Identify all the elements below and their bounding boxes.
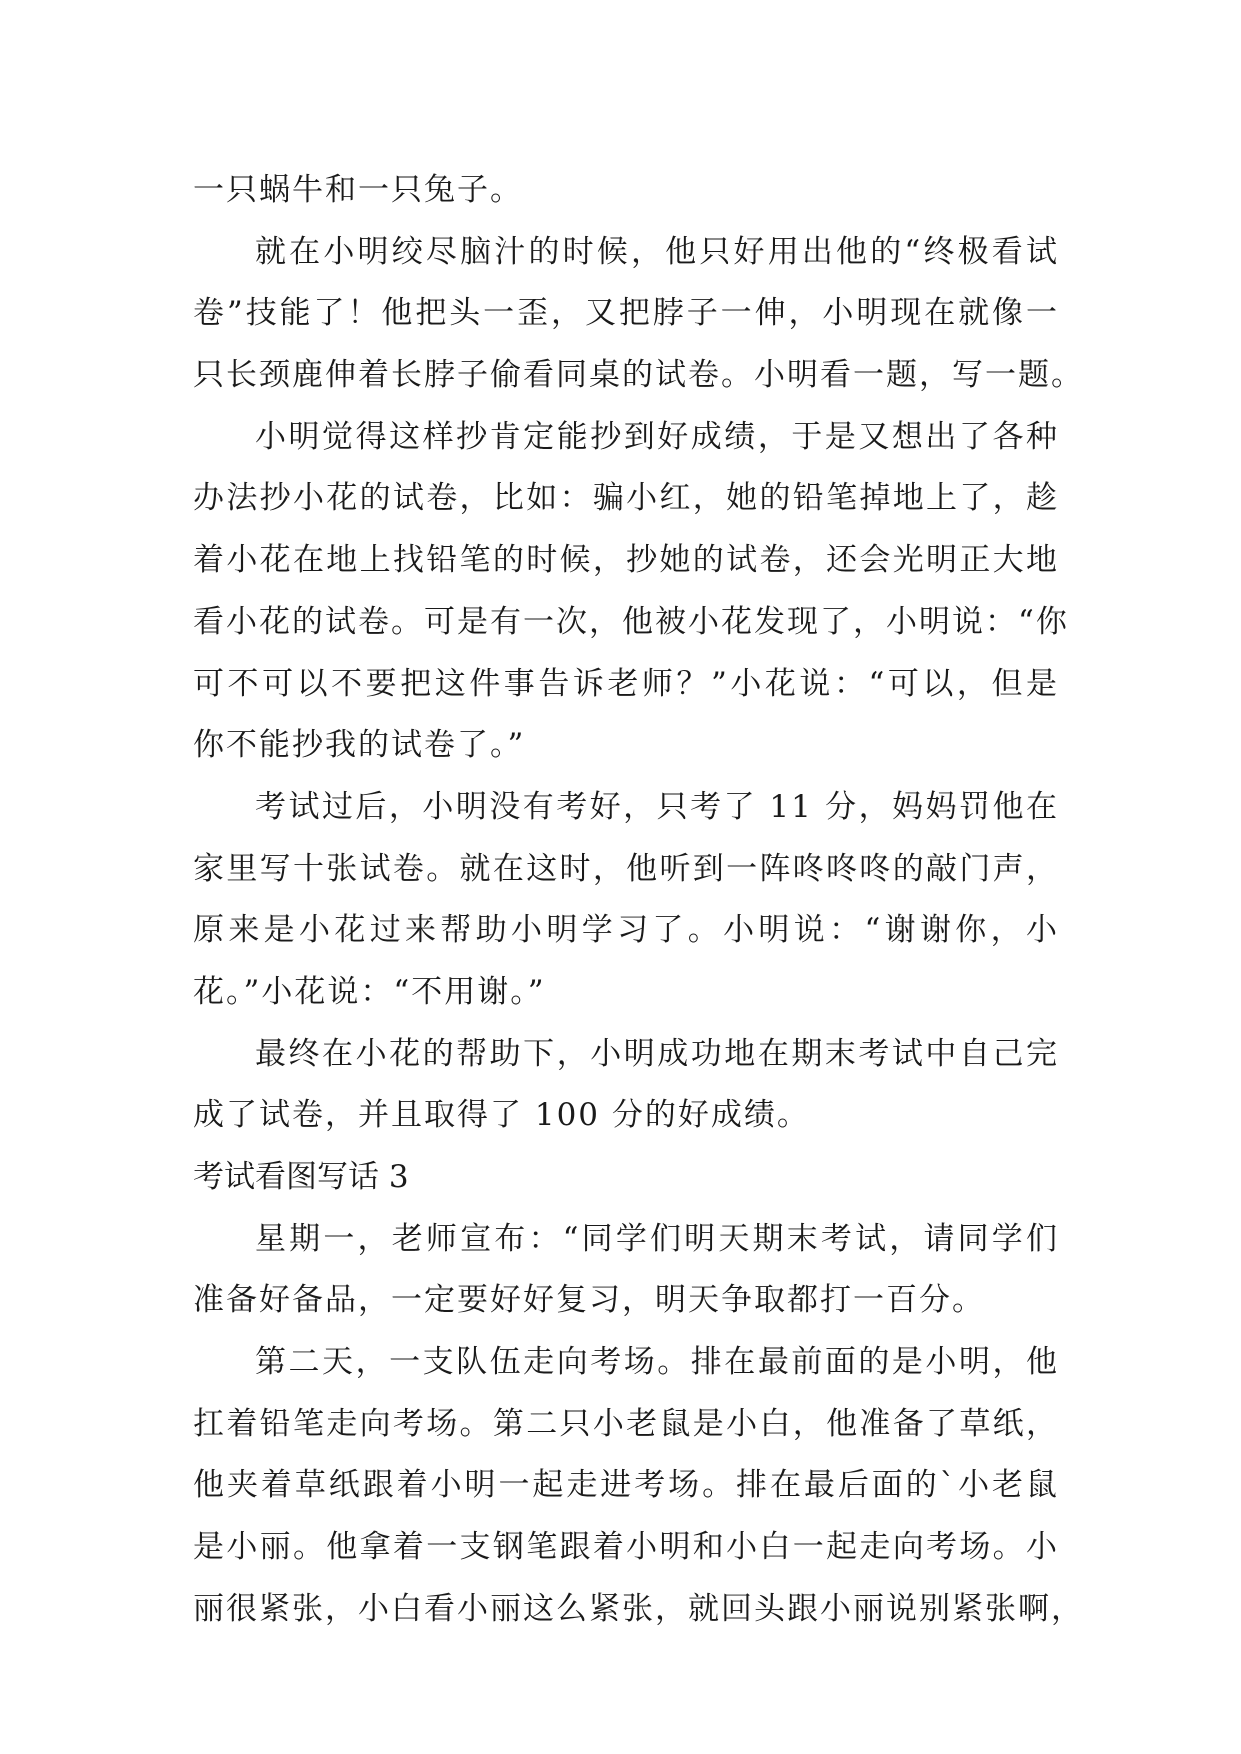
text-line: 是小丽。他拿着一支钢笔跟着小明和小白一起走向考场。小 [193, 1529, 1059, 1566]
text-line: 只长颈鹿伸着长脖子偷看同桌的试卷。小明看一题，写一题。 [193, 357, 1084, 394]
text-line: 星期一，老师宣布：“同学们明天期末考试，请同学们 [255, 1220, 1059, 1257]
text-line: 家里写十张试卷。就在这时，他听到一阵咚咚咚的敲门声， [193, 850, 1059, 887]
text-line: 着小花在地上找铅笔的时候，抄她的试卷，还会光明正大地 [193, 542, 1059, 579]
text-line: 丽很紧张，小白看小丽这么紧张，就回头跟小丽说别紧张啊， [193, 1590, 1084, 1627]
text-line: 考试过后，小明没有考好，只考了 11 分，妈妈罚他在 [255, 788, 1059, 825]
text-line: 就在小明绞尽脑汁的时候，他只好用出他的“终极看试 [255, 233, 1059, 270]
text-line: 小明觉得这样抄肯定能抄到好成绩，于是又想出了各种 [255, 418, 1059, 455]
text-line: 你不能抄我的试卷了。” [193, 727, 526, 764]
text-line: 花。”小花说：“不用谢。” [193, 973, 546, 1010]
text-line: 可不可以不要把这件事告诉老师？”小花说：“可以，但是 [193, 665, 1059, 702]
text-line: 最终在小花的帮助下，小明成功地在期末考试中自己完 [255, 1035, 1059, 1072]
text-line: 卷”技能了！他把头一歪，又把脖子一伸，小明现在就像一 [193, 295, 1059, 332]
text-line: 原来是小花过来帮助小明学习了。小明说：“谢谢你，小 [193, 912, 1059, 949]
text-line: 准备好备品，一定要好好复习，明天争取都打一百分。 [193, 1282, 985, 1319]
text-line: 扛着铅笔走向考场。第二只小老鼠是小白，他准备了草纸， [193, 1405, 1059, 1442]
text-line: 他夹着草纸跟着小明一起走进考场。排在最后面的`小老鼠 [193, 1467, 1059, 1504]
body-text [193, 160, 1084, 1641]
section-heading: 考试看图写话 3 [193, 1159, 409, 1195]
text-line: 办法抄小花的试卷，比如：骗小红，她的铅笔掉地上了，趁 [193, 480, 1059, 517]
text-line: 第二天，一支队伍走向考场。排在最前面的是小明，他 [255, 1344, 1059, 1381]
text-line: 成了试卷，并且取得了 100 分的好成绩。 [193, 1097, 810, 1134]
text-line: 一只蜗牛和一只兔子。 [193, 172, 523, 208]
text-line: 看小花的试卷。可是有一次，他被小花发现了，小明说：“你 [193, 603, 1069, 640]
